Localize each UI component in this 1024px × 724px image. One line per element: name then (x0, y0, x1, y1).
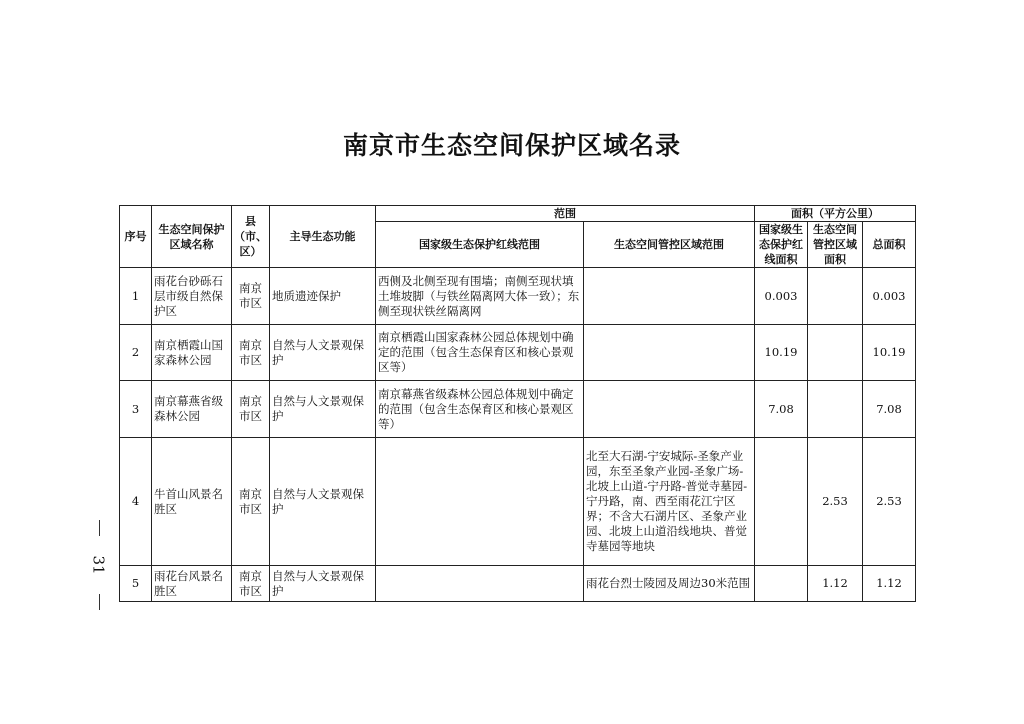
row-seq: 5 (120, 566, 152, 602)
row-function: 自然与人文景观保护 (270, 325, 376, 381)
row-area-red: 10.19 (755, 325, 808, 381)
header-scope-red: 国家级生态保护红线范围 (376, 222, 584, 268)
row-scope-ctrl: 北至大石湖-宁安城际-圣象产业园，东至圣象产业园-圣象广场-北坡上山道-宁丹路-普觉寺墓园-宁丹路，南、西至雨花江宁区界；不含大石湖片区、圣象产业园、北坡上山道沿线地块、普觉寺墓园等地块 (584, 438, 755, 566)
row-area-total: 0.003 (863, 268, 916, 325)
table-row (120, 566, 916, 602)
row-seq: 2 (120, 325, 152, 381)
header-county: 县（市、区） (232, 206, 270, 268)
row-name: 南京栖霞山国家森林公园 (152, 325, 232, 381)
page-number: 31 (90, 555, 108, 575)
row-scope-ctrl: 雨花台烈士陵园及周边30米范围 (584, 566, 755, 602)
page-title: 南京市生态空间保护区域名录 (342, 131, 681, 160)
row-name: 雨花台风景名胜区 (152, 566, 232, 602)
row-name: 雨花台砂砾石层市级自然保护区 (152, 268, 232, 325)
table-row (120, 438, 916, 566)
row-county: 南京市区 (232, 325, 270, 381)
page-dash-top (99, 520, 100, 536)
page-dash-bottom (99, 594, 100, 610)
protection-area-table (119, 205, 916, 602)
row-function: 自然与人文景观保护 (270, 566, 376, 602)
row-area-total: 2.53 (863, 438, 916, 566)
row-scope-red: 西侧及北侧至现有围墙；南侧至现状填土堆坡脚（与铁丝隔离网大体一致）；东侧至现状铁丝隔离网 (376, 268, 584, 325)
row-scope-ctrl (584, 268, 755, 325)
row-seq: 1 (120, 268, 152, 325)
row-county: 南京市区 (232, 381, 270, 438)
row-area-red: 0.003 (755, 268, 808, 325)
header-area-ctrl: 生态空间管控区域面积 (808, 222, 863, 268)
header-area: 面积（平方公里） (755, 206, 916, 222)
row-scope-red: 南京幕燕省级森林公园总体规划中确定的范围（包含生态保育区和核心景观区等） (376, 381, 584, 438)
row-scope-ctrl (584, 381, 755, 438)
row-seq: 3 (120, 381, 152, 438)
header-function: 主导生态功能 (270, 206, 376, 268)
row-name: 南京幕燕省级森林公园 (152, 381, 232, 438)
row-name: 牛首山风景名胜区 (152, 438, 232, 566)
header-seq: 序号 (120, 206, 152, 268)
header-area-red: 国家级生态保护红线面积 (755, 222, 808, 268)
header-name: 生态空间保护区域名称 (152, 206, 232, 268)
header-scope-ctrl: 生态空间管控区域范围 (584, 222, 755, 268)
row-function: 地质遗迹保护 (270, 268, 376, 325)
row-county: 南京市区 (232, 268, 270, 325)
table-row (120, 325, 916, 381)
row-scope-red (376, 566, 584, 602)
row-scope-red: 南京栖霞山国家森林公园总体规划中确定的范围（包含生态保育区和核心景观区等） (376, 325, 584, 381)
row-area-total: 10.19 (863, 325, 916, 381)
row-area-ctrl (808, 381, 863, 438)
row-seq: 4 (120, 438, 152, 566)
row-area-red (755, 566, 808, 602)
row-county: 南京市区 (232, 566, 270, 602)
row-area-red (755, 438, 808, 566)
row-scope-red (376, 438, 584, 566)
row-function: 自然与人文景观保护 (270, 438, 376, 566)
row-area-total: 7.08 (863, 381, 916, 438)
row-area-total: 1.12 (863, 566, 916, 602)
row-scope-ctrl (584, 325, 755, 381)
row-function: 自然与人文景观保护 (270, 381, 376, 438)
header-area-total: 总面积 (863, 222, 916, 268)
page-number-marker (86, 520, 112, 610)
row-county: 南京市区 (232, 438, 270, 566)
table-row (120, 268, 916, 325)
row-area-ctrl (808, 325, 863, 381)
row-area-red: 7.08 (755, 381, 808, 438)
row-area-ctrl (808, 268, 863, 325)
row-area-ctrl: 2.53 (808, 438, 863, 566)
header-scope: 范围 (376, 206, 755, 222)
table-row (120, 381, 916, 438)
row-area-ctrl: 1.12 (808, 566, 863, 602)
